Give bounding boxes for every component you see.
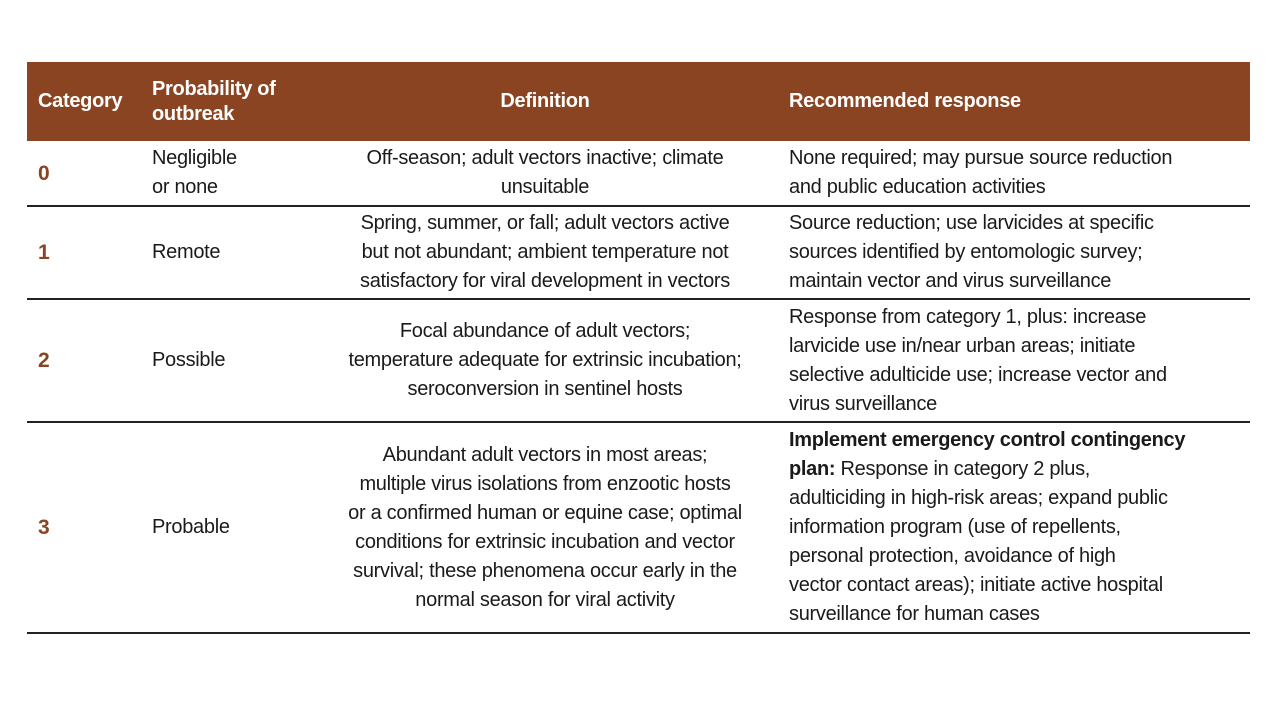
category-cell [27, 422, 145, 633]
probability-text: Possible [152, 349, 226, 371]
definition-cell [310, 206, 780, 299]
table-header-row [27, 62, 1250, 141]
definition-text: unsuitable [500, 176, 590, 198]
category-cell [27, 206, 145, 299]
response-text: information program (use of repellents, [789, 516, 1121, 538]
response-line [789, 209, 1250, 238]
definition-text: seroconversion in sentinel hosts [407, 378, 683, 400]
header-category: Category [38, 90, 123, 112]
definition-text: normal season for viral activity [415, 588, 675, 611]
response-text: None required; may pursue source reduction [789, 147, 1173, 169]
response-text: Response from category 1, plus: increase [789, 305, 1147, 328]
response-text: virus surveillance [789, 392, 937, 415]
outbreak-response-table [27, 62, 1250, 634]
response-line [789, 303, 1250, 332]
header-probability [145, 62, 310, 141]
category-cell [27, 141, 145, 206]
response-text: sources identified by entomologic survey; [789, 241, 1143, 263]
definition-text: conditions for extrinsic incubation and vector [355, 530, 735, 553]
definition-cell [310, 141, 780, 206]
response-text: maintain vector and virus surveillance [789, 270, 1112, 292]
probability-text: Negligible [152, 147, 237, 169]
response-line [789, 484, 1250, 513]
category-cell [27, 299, 145, 422]
response-line [789, 390, 1250, 419]
response-line [789, 144, 1250, 173]
response-cell [780, 206, 1250, 299]
response-text: and public education activities [789, 176, 1046, 198]
probability-text: Probable [152, 516, 230, 538]
probability-text: or none [152, 176, 218, 198]
response-line [789, 173, 1250, 202]
response-line [789, 513, 1250, 542]
response-line [789, 542, 1250, 571]
category-number: 3 [38, 516, 50, 539]
definition-text: Abundant adult vectors in most areas; [382, 443, 708, 466]
probability-cell [145, 141, 310, 206]
response-line [789, 238, 1250, 267]
response-line [789, 426, 1250, 455]
definition-text: or a confirmed human or equine case; optimal [348, 501, 742, 524]
header-probability-line: Probability of [152, 77, 276, 100]
response-line [789, 571, 1250, 600]
response-line [789, 600, 1250, 629]
response-text: Response in category 2 plus, [835, 458, 1091, 480]
table-row [27, 141, 1250, 206]
header-definition: Definition [500, 90, 590, 112]
definition-text: satisfactory for viral development in vectors [360, 270, 730, 292]
response-cell [780, 299, 1250, 422]
definition-text: but not abundant; ambient temperature not [361, 241, 729, 263]
response-line [789, 361, 1250, 390]
response-line [789, 267, 1250, 296]
response-text: adulticiding in high-risk areas; expand public [789, 487, 1168, 509]
definition-text: Focal abundance of adult vectors; [399, 320, 691, 342]
category-number: 2 [38, 349, 50, 372]
response-text: Source reduction; use larvicides at specific [789, 212, 1154, 234]
header-probability-line: outbreak [152, 102, 235, 125]
table-row [27, 299, 1250, 422]
probability-cell [145, 299, 310, 422]
probability-text: Remote [152, 241, 221, 263]
response-cell [780, 141, 1250, 206]
response-text: larvicide use in/near urban areas; initiate [789, 334, 1136, 357]
definition-text: multiple virus isolations from enzootic hosts [359, 472, 731, 495]
probability-cell [145, 422, 310, 633]
category-number: 0 [38, 161, 50, 185]
table-row [27, 206, 1250, 299]
category-number: 1 [38, 241, 50, 264]
table-row [27, 422, 1250, 633]
header-response: Recommended response [789, 90, 1021, 112]
definition-text: Spring, summer, or fall; adult vectors active [360, 212, 730, 234]
definition-cell [310, 422, 780, 633]
response-emphasis: Implement emergency control contingency [789, 429, 1186, 451]
definition-text: Off-season; adult vectors inactive; climate [366, 147, 724, 169]
definition-text: survival; these phenomena occur early in the [353, 559, 737, 582]
response-text: vector contact areas); initiate active hospital [789, 574, 1163, 596]
response-line [789, 455, 1250, 484]
response-text: surveillance for human cases [789, 603, 1040, 625]
probability-cell [145, 206, 310, 299]
response-cell [780, 422, 1250, 633]
response-line [789, 332, 1250, 361]
response-text: selective adulticide use; increase vector and [789, 363, 1167, 386]
definition-cell [310, 299, 780, 422]
definition-text: temperature adequate for extrinsic incubation; [348, 349, 742, 371]
response-text: personal protection, avoidance of high [789, 545, 1116, 567]
response-emphasis: plan: [789, 458, 836, 480]
